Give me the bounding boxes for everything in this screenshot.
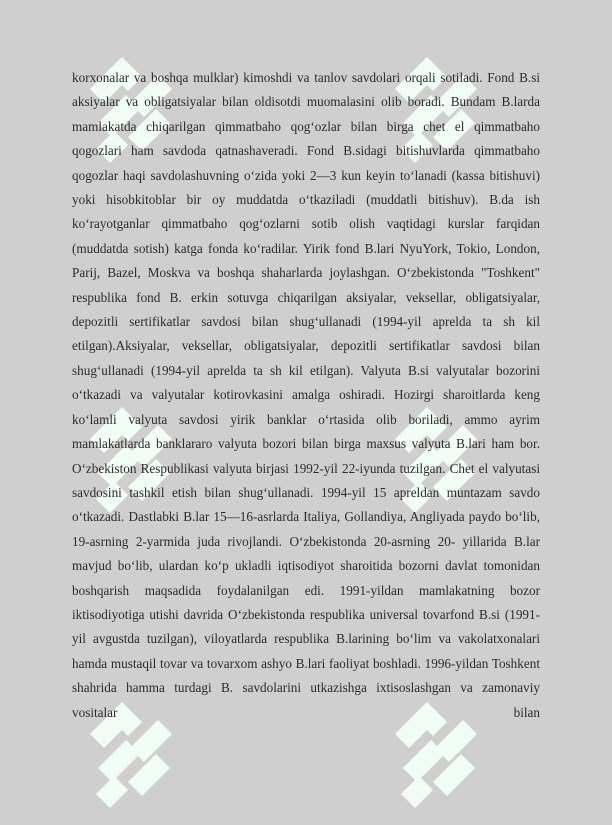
document-body-text: korxonalar va boshqa mulklar) kimoshdi va tanlov savdolari orqali sotiladi. Fond B.si aksiyalar va obligatsiyalar bilan oldisotdi muomalasini olib boradi. Bundam B.larda mamlakatda chiqarilgan qimmatbaho qog‘ozlar bilan birga chet el qimmatbaho qogozlari ham savdoda qatnashaveradi. Fond B.sidagi bitishuvlarda qimmatbaho qogozlar haqi savdolashuvning oʻzida yoki 2—3 kun keyin toʻlanadi (kassa bitishuvi) yoki hisobkitoblar bir oy muddatda oʻtkaziladi (muddatli bitishuv). B.da ish koʻrayotganlar qimmatbaho qogʻozlarni sotib olish vaqtidagi kurslar farqidan (muddatda sotish) katga fonda koʻradilar. Yirik fond B.lari NyuYork, Tokio, London, Parij, Bazel, Moskva va boshqa shaharlarda joylashgan. Oʻzbekistonda "Toshkent" respublika fond B. erkin sotuvga chiqarilgan aksiyalar, veksellar, obligatsiyalar, depozitli sertifikatlar savdosi bilan shugʻullanadi (1994-yil aprelda ta sh kil etilgan).Aksiyalar, veksellar, obligatsiyalar, depozitli sertifikatlar savdosi bilan shugʻullanadi (1994-yil aprelda ta sh kil etilgan). Valyuta B.si valyutalar bozorini oʻtkazadi va valyutalar kotirovkasini amalga oshiradi. Hozirgi sharoitlarda keng koʻlamli valyuta savdosi yirik banklar oʻrtasida olib boriladi, ammo ayrim mamlakatlarda banklararo valyuta bozori bilan birga maxsus valyuta B.lari ham bor. Oʻzbekiston Respublikasi valyuta birjasi 1992-yil 22-iyunda tuzilgan. Chet el valyutasi savdosini tashkil etish bilan shugʻullanadi. 1994-yil 15 apreldan muntazam savdo oʻtkazadi. Dastlabki B.lar 15—16-asrlarda Italiya, Gollandiya, Angliyada paydo boʻlib, 19-asrning 2-yarmida juda rivojlandi. Oʻzbekistonda 20-asrning 20- yillarida B.lar mavjud boʻlib, ulardan koʻp ukladli iqtisodiyot sharoitida bozorni davlat tomonidan boshqarish maqsadida foydalanilgan edi. 1991-yildan mamlakatning bozor iktisodiyotiga utishi davrida Oʻzbekistonda respublika universal tovarfond B.si (1991-yil avgustda tuzilgan), viloyatlarda respublika B.larining boʻlim va vakolatxonalari hamda mustaqil tovar va tovarxom ashyo B.lari faoliyat boshladi. 1996-yildan Toshkent shahrida hamma turdagi B. savdolarini utkazishga ixtisoslashgan va zamonaviy vositalar bilan bbox=[72, 70, 540, 720]
